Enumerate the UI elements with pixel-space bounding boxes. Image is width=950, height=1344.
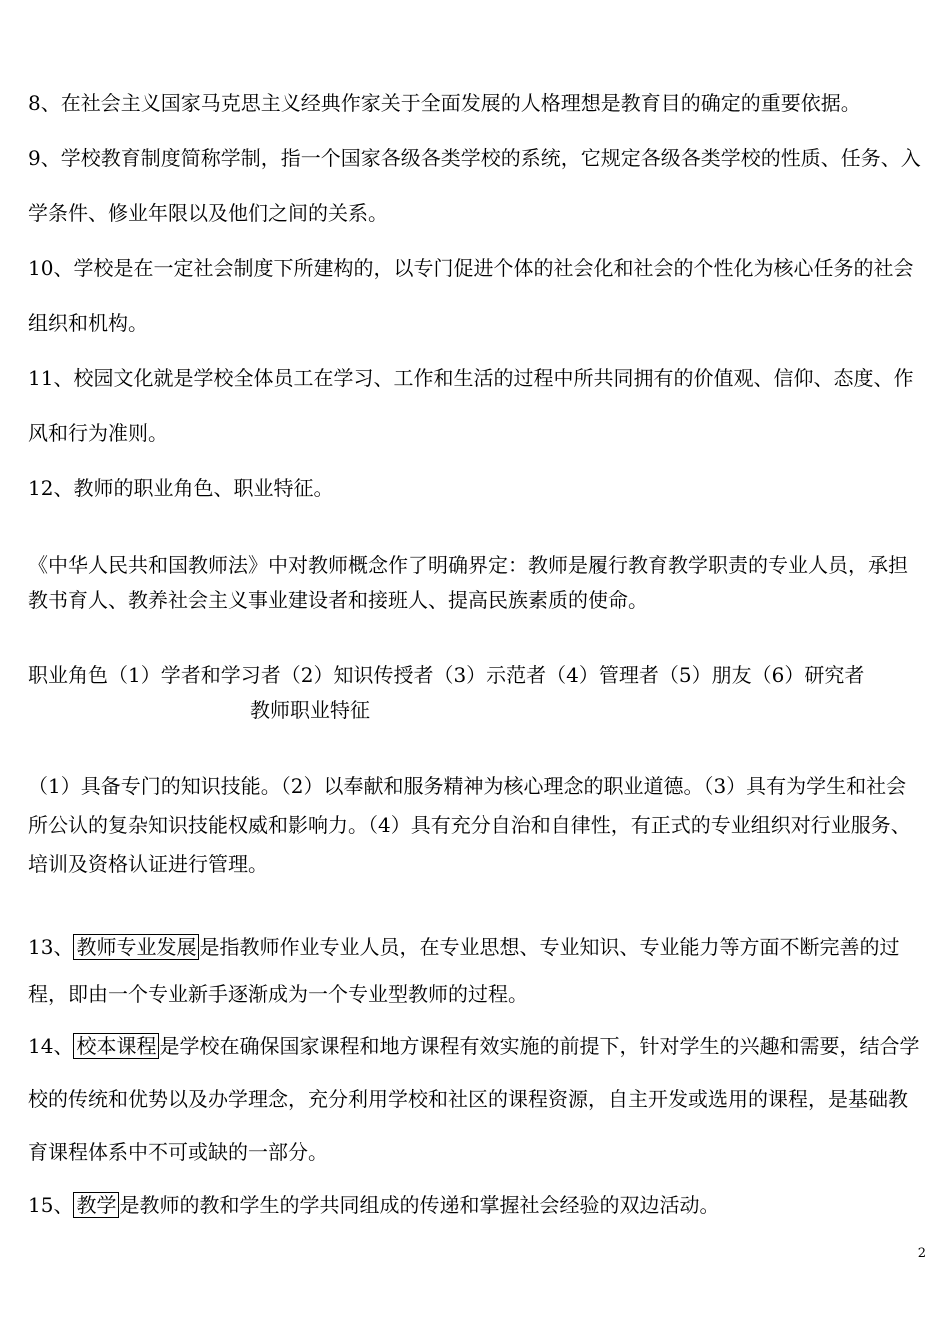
definition-13 xyxy=(28,924,924,1018)
item-text: 学校教育制度简称学制，指一个国家各级各类学校的系统，它规定各级各类学校的性质、任务、入学条件、修业年限以及他们之间的关系。 xyxy=(28,146,921,225)
law-paragraph: 《中华人民共和国教师法》中对教师概念作了明确界定：教师是履行教育教学职责的专业人员，承担教书育人、教养社会主义事业建设者和接班人、提高民族素质的使命。 xyxy=(28,553,908,612)
item-text: 在社会主义国家马克思主义经典作家关于全面发展的人格理想是教育目的确定的重要依据。 xyxy=(60,91,861,115)
item-number: 9、 xyxy=(28,146,61,170)
roles-block xyxy=(28,658,924,728)
item-text: 学校是在一定社会制度下所建构的，以专门促进个体的社会化和社会的个性化为核心任务的社会组织和机构。 xyxy=(28,256,914,335)
definition-15 xyxy=(28,1179,924,1232)
list-item-10 xyxy=(28,241,924,351)
list-item-11 xyxy=(28,351,924,461)
term-box: 教学 xyxy=(73,1192,119,1218)
item-number: 8、 xyxy=(28,91,61,115)
definition-text: 是教师的教和学生的学共同组成的传递和掌握社会经验的双边活动。 xyxy=(119,1193,720,1217)
item-number: 14、 xyxy=(28,1034,74,1058)
item-number: 12、 xyxy=(28,476,74,500)
item-text: 教师的职业角色、职业特征。 xyxy=(73,476,334,500)
list-item-8 xyxy=(28,76,924,131)
features-paragraph: （1）具备专门的知识技能。（2）以奉献和服务精神为核心理念的职业道德。（3）具有为学生和社会所公认的复杂知识技能权威和影响力。（4）具有充分自治和自律性，有正式的专业组织对行业服务、培训及资格认证进行管理。 xyxy=(28,774,911,876)
items-8-to-12 xyxy=(28,76,924,516)
page-number: 2 xyxy=(917,1246,926,1261)
definition-text: 是指教师作业专业人员，在专业思想、专业知识、专业能力等方面不断完善的过程，即由一个专业新手逐渐成为一个专业型教师的过程。 xyxy=(28,935,900,1006)
list-item-9 xyxy=(28,131,924,241)
features-heading: 教师职业特征 xyxy=(250,698,370,722)
item-number: 10、 xyxy=(28,256,74,280)
term-box: 教师专业发展 xyxy=(73,934,199,960)
definition-text: 是学校在确保国家课程和地方课程有效实施的前提下，针对学生的兴趣和需要，结合学校的传统和优势以及办学理念，充分利用学校和社区的课程资源，自主开发或选用的课程，是基础教育课程体系中不可或缺的一部分。 xyxy=(28,1034,920,1164)
item-number: 13、 xyxy=(28,935,74,959)
item-number: 11、 xyxy=(28,366,74,390)
roles-line: 职业角色（1）学者和学习者（2）知识传授者（3）示范者（4）管理者（5）朋友（6）研究者 xyxy=(28,663,865,687)
item-number: 15、 xyxy=(28,1193,74,1217)
term-box: 校本课程 xyxy=(73,1033,159,1059)
list-item-12 xyxy=(28,461,924,516)
item-text: 校园文化就是学校全体员工在学习、工作和生活的过程中所共同拥有的价值观、信仰、态度、作风和行为准则。 xyxy=(28,366,914,445)
definitions-14-15 xyxy=(28,1020,924,1232)
definition-14 xyxy=(28,1020,924,1179)
